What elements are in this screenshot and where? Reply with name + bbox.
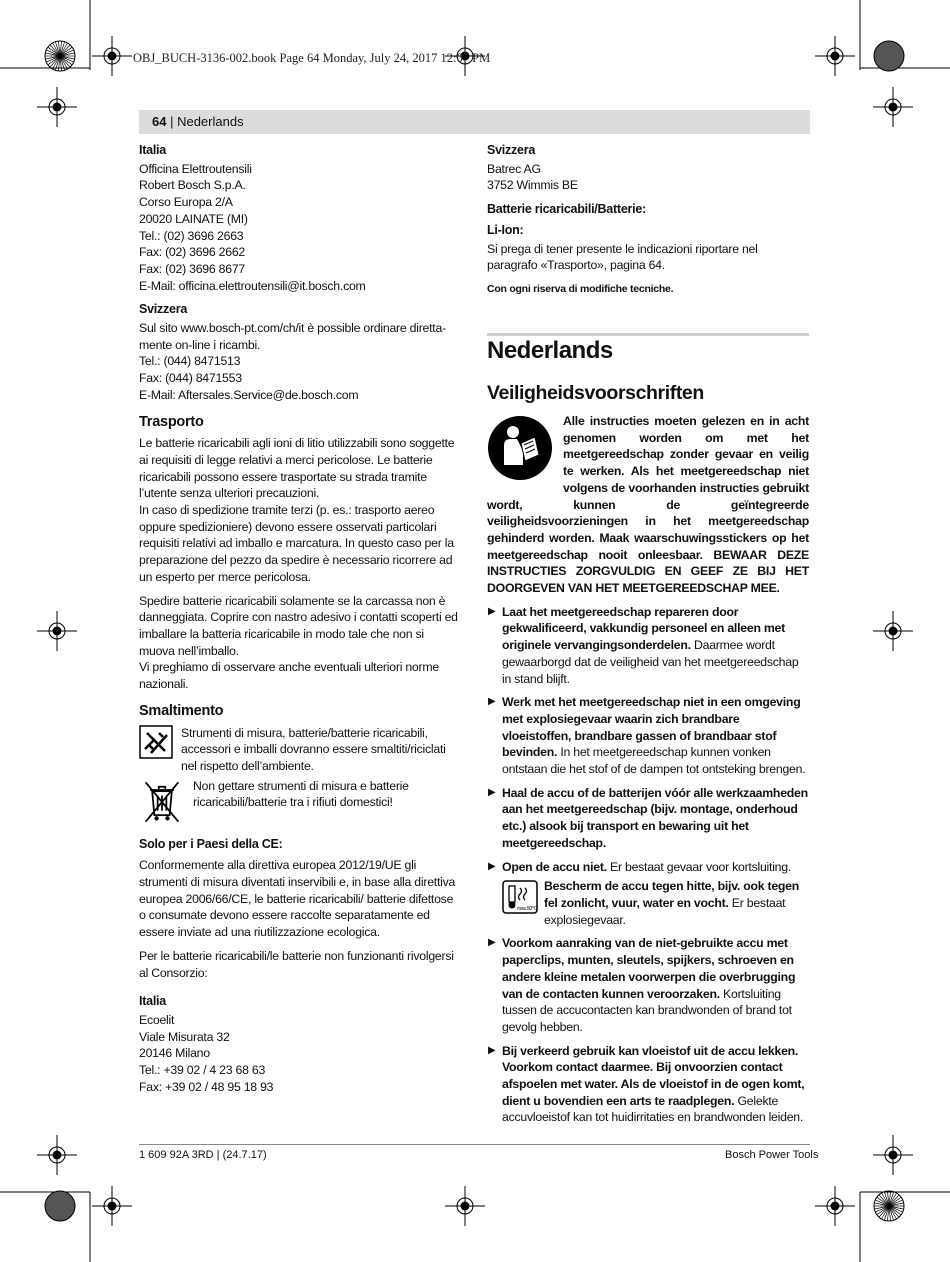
address-line: Fax: (02) 3696 2662 (139, 245, 245, 260)
address-line: Fax: (02) 3696 8677 (139, 261, 245, 276)
safety-bullet (487, 859, 809, 876)
footer-brand: Bosch Power Tools (725, 1149, 819, 1161)
bullet-bold: Open de accu niet. (502, 859, 607, 874)
paragraph: Strumenti di misura, batterie/batterie ricaricabili, accessori e imballi dovranno essere smaltiti/riciclati nel rispetto dell’ambiente. (181, 725, 446, 773)
italia-heading: Italia (139, 143, 166, 157)
paragraph: Conformemente alla direttiva europea 2012/19/UE gli strumenti di misura diventati inservibili e, in base alla direttiva europea 2006/66/CE, le batterie ricaricabili/ batterie difettose o consumate devono essere raccolte separatamente ed essere inviate ad una riutilizzazione ecologica. (139, 858, 456, 940)
bullet-arrow-icon: ▶ (488, 937, 496, 949)
address-line: Robert Bosch S.p.A. (139, 178, 246, 193)
reserve-note: Con ogni riserva di modifiche tecniche. (487, 282, 674, 295)
svizzera-address (139, 320, 461, 404)
footer-rule (139, 1144, 810, 1145)
liion-heading: Li-Ion: (487, 222, 524, 237)
bullet-bold: Voorkom aanraking van de niet-gebruikte accu met paperclips, munten, sleutels, spijkers, schroeven en andere kleine metalen voorwerpen die overbrugging van de contacten kunnen veroorzaken. (502, 936, 796, 1001)
smaltimento-heading: Smaltimento (139, 702, 224, 719)
safety-intro: Alle instructies moeten gelezen en in acht genomen worden om met het meetgereedschap zonder gevaar en veilig te werken. Als het meetgereedschap niet volgens de voorhanden instructies gebruikt wordt, kunnen de geïntegreerde veiligheidsvoorzieningen in het meetgereedschap gehinderd worden. Maak waarschuwingsstickers op het meetgereedschap nooit onleesbaar. BEWAAR DEZE INSTRUCTIES ZORGVULDIG EN GEEF ZE BIJ HET DOORGEVEN VAN HET MEETGEREEDSCHAP MEE. (487, 414, 809, 596)
bullet-bold: Bij verkeerd gebruik kan vloeistof uit de accu lekken. Voorkom contact daarmee. Bij onvoorzien contact afspoelen met water. Als de vloeistof in de ogen komt, dient u bovendien een arts te raadplegen. (502, 1043, 805, 1108)
batterie-heading: Batterie ricaricabili/Batterie: (487, 202, 646, 217)
bullet-text: Daarmee wordt gewaarborgd dat de veiligheid van het meetgereedschap in stand blijft. (502, 638, 799, 686)
read-manual-icon (487, 415, 553, 481)
language-title: Nederlands (487, 337, 613, 364)
address-line: E-Mail: officina.elettroutensili@it.bosch.com (139, 278, 366, 293)
heat-warning (502, 878, 809, 928)
address-line: Ecoelit (139, 1012, 175, 1027)
address-line: Fax: (044) 8471553 (139, 371, 242, 386)
paragraph: Spedire batterie ricaricabili solamente se la carcassa non è danneggiata. Coprire con nastro adesivo i contatti scoperti ed imballare la batteria ricaricabile in modo tale che non si muova nell’imballo. (139, 593, 458, 658)
address-line: 3752 Wimmis BE (487, 178, 578, 193)
bullet-text: Gelekte accuvloeistof kan tot huidirritaties en brandwonden leiden. (502, 1093, 804, 1125)
svg-text:max.50°C: max.50°C (517, 906, 538, 913)
address-line: Batrec AG (487, 161, 541, 176)
consorzio-address (139, 1012, 461, 1096)
bullet-arrow-icon: ▶ (488, 696, 496, 708)
batrec-address (487, 161, 809, 194)
address-line: Officina Elettroutensili (139, 161, 252, 176)
section-name: Nederlands (177, 114, 244, 129)
address-line: Fax: +39 02 / 48 95 18 93 (139, 1079, 274, 1094)
address-line: Viale Misurata 32 (139, 1029, 230, 1044)
address-line: Sul sito www.bosch-pt.com/ch/it è possible ordinare diretta- (139, 321, 446, 336)
paragraph: Le batterie ricaricabili agli ioni di litio utilizzabili sono soggette ai requisiti di legge relativi a merci pericolose. Le batterie ricaricabili possono essere trasportate su strada tramite l’utente senza ulteriori precauzioni. (139, 436, 455, 501)
paragraph: In caso di spedizione tramite terzi (p. es.: trasporto aereo oppure spedizioniere) devono essere osservati particolari requisiti relativi ad imballo e marcatura. In questo caso per la preparazione del pezzo da spedire è necessario ricorrere ad un esperto per merce pericolosa. (139, 503, 454, 584)
paragraph: Per le batterie ricaricabili/le batterie non funzionanti rivolgersi al Consorzio: (139, 948, 454, 980)
bullet-arrow-icon: ▶ (488, 860, 496, 872)
address-line: 20020 LAINATE (MI) (139, 211, 248, 226)
bullet-arrow-icon: ▶ (488, 605, 496, 617)
svizzera-heading: Svizzera (139, 302, 188, 317)
bullet-bold: Laat het meetgereedschap repareren door gekwalificeerd, vakkundig personeel en alleen met originele vervangingsonderdelen. (502, 604, 785, 653)
safety-bullet (487, 694, 809, 778)
recycle-note (139, 725, 461, 775)
bullet-bold: Werk met het meetgereedschap niet in een omgeving met explosiegevaar waarin zich brandbare vloeistoffen, brandbare gassen of brandbaar stof bevinden. (502, 695, 801, 760)
address-line: Corso Europa 2/A (139, 195, 233, 210)
svizzera-heading: Svizzera (487, 143, 536, 157)
left-column (139, 142, 461, 1095)
crossed-out-bin-icon (139, 778, 185, 826)
bullet-bold: Haal de accu of de batterijen vóór alle werkzaamheden aan het meetgereedschap (bijv. montage, onderhoud etc.) alsook bij transport en bewaring uit het meetgereedschap. (502, 785, 808, 850)
safety-bullet (487, 1043, 809, 1127)
bullet-text: Er bestaat gevaar voor kortsluiting. (606, 859, 792, 874)
heat-text: Er bestaat explosiegevaar. (544, 895, 786, 927)
paragraph: Non gettare strumenti di misura e batterie ricaricabili/batterie tra i rifiuti domestici! (193, 778, 409, 810)
italia-address (139, 161, 461, 295)
address-line: Tel.: +39 02 / 4 23 68 63 (139, 1063, 266, 1078)
right-column-top (487, 142, 809, 305)
safety-bullet (487, 785, 809, 852)
recycle-tools-icon (139, 725, 173, 759)
address-line: 20146 Milano (139, 1046, 210, 1061)
safety-bullet (487, 935, 809, 1035)
address-line: Tel.: (044) 8471513 (139, 354, 241, 369)
section-rule (487, 333, 809, 336)
bullet-text: Kortsluiting tussen de accucontacten kan brandwonden of brand tot gevolg hebben. (502, 986, 792, 1034)
running-header: 64 | Nederlands (152, 114, 244, 129)
footer-doc-code: 1 609 92A 3RD | (24.7.17) (139, 1149, 267, 1161)
page-number: 64 (152, 114, 167, 129)
paragraph: Vi preghiamo di osservare anche eventuali ulteriori norme nazionali. (139, 660, 439, 692)
heat-bold: Bescherm de accu tegen hitte, bijv. ook tegen fel zonlicht, vuur, water en vocht. (544, 879, 800, 910)
print-slug: OBJ_BUCH-3136-002.book Page 64 Monday, July 24, 2017 12:07 PM (133, 51, 491, 65)
bullet-arrow-icon: ▶ (488, 1044, 496, 1056)
trasporto-heading: Trasporto (139, 413, 204, 430)
address-line: E-Mail: Aftersales.Service@de.bosch.com (139, 387, 359, 402)
address-line: Tel.: (02) 3696 2663 (139, 228, 244, 243)
battery-heat-icon (502, 880, 538, 914)
bullet-arrow-icon: ▶ (488, 786, 496, 798)
bullet-text: In het meetgereedschap kunnen vonken ontstaan die het stof of de dampen tot ontsteking brengen. (502, 745, 806, 777)
ce-heading: Solo per i Paesi della CE: (139, 836, 283, 851)
address-line: mente on-line i ricambi. (139, 337, 261, 352)
safety-body (487, 413, 809, 1133)
weee-note (139, 778, 461, 826)
safety-title: Veiligheidsvoorschriften (487, 382, 704, 404)
paragraph: Si prega di tener presente le indicazioni riportare nel paragrafo «Trasporto», pagina 64. (487, 241, 758, 273)
italia-consorzio-heading: Italia (139, 994, 166, 1009)
safety-bullet (487, 604, 809, 688)
